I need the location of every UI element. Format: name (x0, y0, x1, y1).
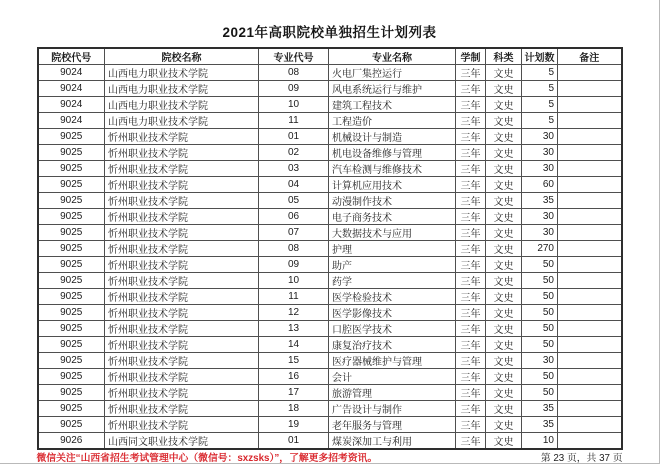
table-row (38, 193, 622, 209)
cell: 文史 (486, 65, 522, 81)
page-title: 2021年高职院校单独招生计划列表 (222, 25, 437, 40)
cell: 文史 (486, 321, 522, 337)
cell: 17 (259, 385, 329, 401)
table-row (38, 65, 622, 81)
cell: 30 (522, 209, 558, 225)
cell: 老年服务与管理 (329, 417, 456, 433)
cell (558, 433, 622, 450)
table-row (38, 305, 622, 321)
cell (558, 305, 622, 321)
cell (558, 337, 622, 353)
cell: 50 (522, 273, 558, 289)
cell: 9025 (38, 161, 105, 177)
cell: 文史 (486, 337, 522, 353)
cell: 三年 (456, 353, 486, 369)
cell: 5 (522, 65, 558, 81)
table-row (38, 273, 622, 289)
cell: 9025 (38, 337, 105, 353)
cell: 30 (522, 353, 558, 369)
cell: 文史 (486, 129, 522, 145)
table-row (38, 337, 622, 353)
column-header: 科类 (486, 48, 522, 65)
cell: 忻州职业技术学院 (105, 161, 259, 177)
cell: 三年 (456, 433, 486, 450)
cell: 医学检验技术 (329, 289, 456, 305)
cell: 三年 (456, 97, 486, 113)
table-row (38, 225, 622, 241)
cell: 9025 (38, 417, 105, 433)
cell: 30 (522, 161, 558, 177)
cell: 药学 (329, 273, 456, 289)
cell: 忻州职业技术学院 (105, 289, 259, 305)
table-row (38, 353, 622, 369)
cell: 三年 (456, 177, 486, 193)
cell: 三年 (456, 417, 486, 433)
cell: 忻州职业技术学院 (105, 305, 259, 321)
cell: 山西同文职业技术学院 (105, 433, 259, 450)
cell (558, 177, 622, 193)
cell: 9025 (38, 321, 105, 337)
column-header: 备注 (558, 48, 622, 65)
enrollment-plan-table (37, 47, 623, 450)
cell: 忻州职业技术学院 (105, 273, 259, 289)
cell: 风电系统运行与维护 (329, 81, 456, 97)
cell: 文史 (486, 145, 522, 161)
cell: 动漫制作技术 (329, 193, 456, 209)
cell: 50 (522, 337, 558, 353)
cell (558, 385, 622, 401)
cell: 山西电力职业技术学院 (105, 81, 259, 97)
cell: 医疗器械维护与管理 (329, 353, 456, 369)
cell (558, 193, 622, 209)
cell: 煤炭深加工与利用 (329, 433, 456, 450)
cell: 医学影像技术 (329, 305, 456, 321)
cell: 01 (259, 129, 329, 145)
cell: 9025 (38, 225, 105, 241)
cell: 9024 (38, 81, 105, 97)
cell: 文史 (486, 305, 522, 321)
cell: 文史 (486, 193, 522, 209)
cell: 忻州职业技术学院 (105, 417, 259, 433)
cell (558, 369, 622, 385)
column-header: 院校名称 (105, 48, 259, 65)
cell: 忻州职业技术学院 (105, 209, 259, 225)
cell: 50 (522, 385, 558, 401)
cell: 11 (259, 289, 329, 305)
cell: 05 (259, 193, 329, 209)
table-row (38, 401, 622, 417)
cell: 35 (522, 417, 558, 433)
cell: 忻州职业技术学院 (105, 353, 259, 369)
column-header: 计划数 (522, 48, 558, 65)
cell: 三年 (456, 273, 486, 289)
cell: 忻州职业技术学院 (105, 241, 259, 257)
cell: 12 (259, 305, 329, 321)
cell: 10 (522, 433, 558, 450)
cell: 机电设备维修与管理 (329, 145, 456, 161)
table-header (38, 48, 622, 65)
cell: 文史 (486, 401, 522, 417)
cell: 三年 (456, 257, 486, 273)
cell: 三年 (456, 369, 486, 385)
cell: 忻州职业技术学院 (105, 225, 259, 241)
column-header: 专业代号 (259, 48, 329, 65)
cell (558, 353, 622, 369)
cell: 9025 (38, 385, 105, 401)
wechat-notice-text: 微信关注“山西省招生考试管理中心（微信号：sxzsks）”，了解更多招考资讯。 (36, 453, 378, 464)
cell: 03 (259, 161, 329, 177)
table-row (38, 177, 622, 193)
cell: 16 (259, 369, 329, 385)
cell: 9026 (38, 433, 105, 450)
cell: 50 (522, 305, 558, 321)
cell (558, 145, 622, 161)
cell: 06 (259, 209, 329, 225)
table-row (38, 385, 622, 401)
table-row (38, 113, 622, 129)
cell: 19 (259, 417, 329, 433)
cell: 35 (522, 193, 558, 209)
cell: 15 (259, 353, 329, 369)
cell: 忻州职业技术学院 (105, 321, 259, 337)
cell: 广告设计与制作 (329, 401, 456, 417)
table-row (38, 257, 622, 273)
cell: 文史 (486, 433, 522, 450)
cell: 270 (522, 241, 558, 257)
cell: 电子商务技术 (329, 209, 456, 225)
table-row (38, 129, 622, 145)
cell (558, 209, 622, 225)
cell: 9025 (38, 289, 105, 305)
cell: 9025 (38, 257, 105, 273)
cell: 山西电力职业技术学院 (105, 97, 259, 113)
cell: 08 (259, 241, 329, 257)
cell: 三年 (456, 225, 486, 241)
cell (558, 417, 622, 433)
cell: 三年 (456, 337, 486, 353)
cell: 30 (522, 225, 558, 241)
table-row (38, 433, 622, 450)
table-row (38, 241, 622, 257)
cell: 30 (522, 129, 558, 145)
table-row (38, 209, 622, 225)
cell: 口腔医学技术 (329, 321, 456, 337)
cell: 三年 (456, 305, 486, 321)
table-row (38, 81, 622, 97)
cell (558, 321, 622, 337)
column-header: 专业名称 (329, 48, 456, 65)
cell: 三年 (456, 241, 486, 257)
table-row (38, 97, 622, 113)
cell: 文史 (486, 113, 522, 129)
cell: 护理 (329, 241, 456, 257)
cell: 文史 (486, 257, 522, 273)
cell: 汽车检测与维修技术 (329, 161, 456, 177)
cell: 5 (522, 81, 558, 97)
cell: 三年 (456, 401, 486, 417)
cell (558, 241, 622, 257)
table-row (38, 289, 622, 305)
cell: 三年 (456, 129, 486, 145)
cell: 18 (259, 401, 329, 417)
cell (558, 81, 622, 97)
table-row (38, 417, 622, 433)
cell: 三年 (456, 81, 486, 97)
cell: 三年 (456, 321, 486, 337)
cell: 康复治疗技术 (329, 337, 456, 353)
cell: 文史 (486, 417, 522, 433)
cell: 50 (522, 321, 558, 337)
cell: 5 (522, 97, 558, 113)
cell: 三年 (456, 385, 486, 401)
cell: 大数据技术与应用 (329, 225, 456, 241)
cell: 文史 (486, 273, 522, 289)
cell: 30 (522, 145, 558, 161)
cell: 文史 (486, 353, 522, 369)
cell: 助产 (329, 257, 456, 273)
cell (558, 273, 622, 289)
cell (558, 97, 622, 113)
cell (558, 257, 622, 273)
cell: 04 (259, 177, 329, 193)
cell: 9025 (38, 209, 105, 225)
cell: 5 (522, 113, 558, 129)
cell: 35 (522, 401, 558, 417)
cell: 文史 (486, 81, 522, 97)
cell (558, 225, 622, 241)
cell: 忻州职业技术学院 (105, 129, 259, 145)
cell: 9025 (38, 241, 105, 257)
cell: 9025 (38, 145, 105, 161)
cell: 9025 (38, 369, 105, 385)
cell: 山西电力职业技术学院 (105, 65, 259, 81)
header-row (38, 48, 622, 65)
cell (558, 289, 622, 305)
cell: 11 (259, 113, 329, 129)
cell: 工程造价 (329, 113, 456, 129)
cell: 9025 (38, 273, 105, 289)
cell: 13 (259, 321, 329, 337)
cell: 忻州职业技术学院 (105, 193, 259, 209)
cell: 三年 (456, 193, 486, 209)
cell: 山西电力职业技术学院 (105, 113, 259, 129)
table-row (38, 321, 622, 337)
cell: 文史 (486, 97, 522, 113)
cell: 9025 (38, 305, 105, 321)
cell: 火电厂集控运行 (329, 65, 456, 81)
cell: 三年 (456, 113, 486, 129)
cell: 09 (259, 257, 329, 273)
cell (558, 129, 622, 145)
cell: 50 (522, 369, 558, 385)
cell: 忻州职业技术学院 (105, 145, 259, 161)
cell: 02 (259, 145, 329, 161)
cell: 文史 (486, 177, 522, 193)
cell (558, 401, 622, 417)
cell: 忻州职业技术学院 (105, 385, 259, 401)
cell: 忻州职业技术学院 (105, 369, 259, 385)
cell: 9024 (38, 65, 105, 81)
cell: 14 (259, 337, 329, 353)
cell: 9024 (38, 97, 105, 113)
cell (558, 161, 622, 177)
table-row (38, 369, 622, 385)
page-number-indicator: 第 23 页，共 37 页 (540, 453, 623, 464)
column-header: 院校代号 (38, 48, 105, 65)
cell: 会计 (329, 369, 456, 385)
table-row (38, 145, 622, 161)
cell: 建筑工程技术 (329, 97, 456, 113)
cell: 文史 (486, 369, 522, 385)
cell: 三年 (456, 289, 486, 305)
cell: 09 (259, 81, 329, 97)
cell (558, 113, 622, 129)
cell: 9025 (38, 401, 105, 417)
cell: 文史 (486, 225, 522, 241)
cell: 9025 (38, 193, 105, 209)
cell: 三年 (456, 65, 486, 81)
cell: 忻州职业技术学院 (105, 257, 259, 273)
cell: 计算机应用技术 (329, 177, 456, 193)
cell: 三年 (456, 209, 486, 225)
table-body (38, 65, 622, 450)
cell: 10 (259, 273, 329, 289)
cell: 9024 (38, 113, 105, 129)
cell: 07 (259, 225, 329, 241)
cell: 文史 (486, 385, 522, 401)
cell: 旅游管理 (329, 385, 456, 401)
cell: 01 (259, 433, 329, 450)
cell: 9025 (38, 177, 105, 193)
cell: 50 (522, 289, 558, 305)
cell: 忻州职业技术学院 (105, 337, 259, 353)
cell: 50 (522, 257, 558, 273)
table-row (38, 161, 622, 177)
cell: 文史 (486, 241, 522, 257)
cell: 9025 (38, 129, 105, 145)
cell: 机械设计与制造 (329, 129, 456, 145)
cell: 文史 (486, 161, 522, 177)
cell: 08 (259, 65, 329, 81)
cell (558, 65, 622, 81)
column-header: 学制 (456, 48, 486, 65)
cell: 三年 (456, 161, 486, 177)
cell: 文史 (486, 289, 522, 305)
cell: 忻州职业技术学院 (105, 401, 259, 417)
cell: 9025 (38, 353, 105, 369)
cell: 60 (522, 177, 558, 193)
cell: 三年 (456, 145, 486, 161)
cell: 忻州职业技术学院 (105, 177, 259, 193)
cell: 文史 (486, 209, 522, 225)
page-footer (37, 453, 623, 464)
cell: 10 (259, 97, 329, 113)
